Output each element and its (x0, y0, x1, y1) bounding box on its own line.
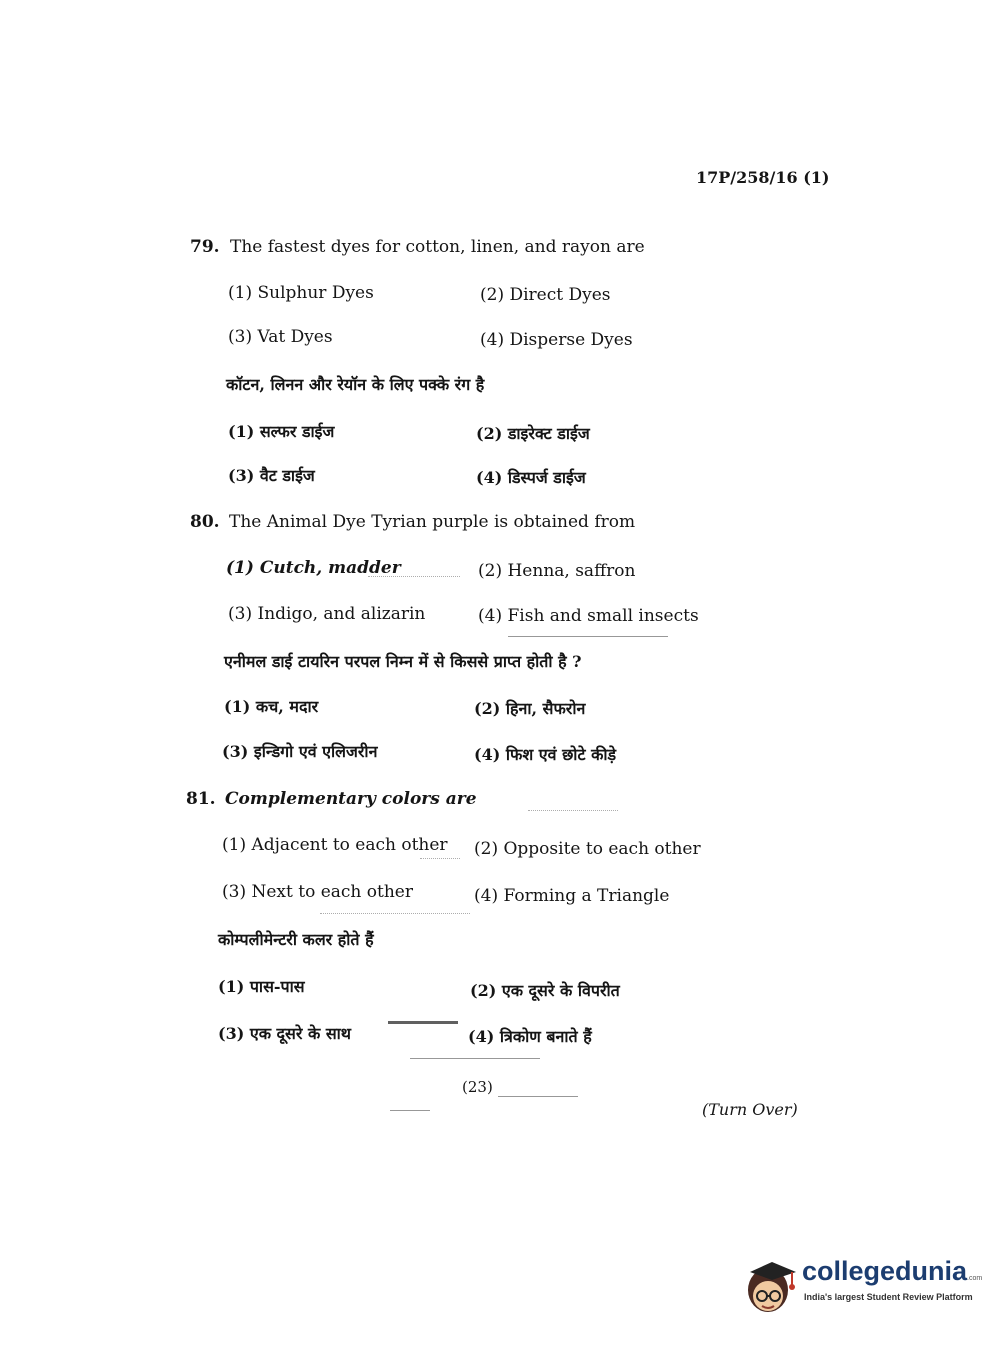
question-81-text: Complementary colors are (225, 789, 477, 809)
scan-noise (320, 913, 470, 915)
brand-suffix: .com (967, 1275, 983, 1282)
question-81-option-3-hindi: (3) एक दूसरे के साथ (218, 1024, 352, 1043)
question-80-text-hindi: एनीमल डाई टायरिन परपल निम्न में से किससे प्राप्त होती है ? (224, 652, 582, 671)
brand-tagline: India's largest Student Review Platform (804, 1292, 973, 1302)
question-80-option-2-hindi: (2) हिना, सैफरोन (474, 699, 586, 718)
question-79-text-hindi: कॉटन, लिनन और रेयॉन के लिए पक्के रंग है (226, 375, 485, 394)
question-80-option-1: (1) Cutch, madder (226, 558, 401, 578)
collegedunia-watermark (742, 1250, 983, 1320)
scan-noise (420, 858, 460, 860)
question-80-option-1-hindi: (1) कच, मदार (224, 697, 319, 716)
scan-noise (390, 1110, 430, 1111)
question-79-option-2: (2) Direct Dyes (480, 285, 611, 305)
question-79-option-1-hindi: (1) सल्फर डाईज (228, 422, 335, 441)
scan-noise (388, 1021, 458, 1024)
question-80-option-3-hindi: (3) इन्डिगो एवं एलिजरीन (222, 742, 378, 761)
page-number: (23) (462, 1078, 493, 1096)
question-80-option-4-hindi: (4) फिश एवं छोटे कीड़े (474, 745, 617, 764)
brand-name: collegedunia.com (802, 1256, 983, 1286)
question-81-option-1: (1) Adjacent to each other (222, 835, 448, 855)
scan-noise (368, 576, 460, 578)
question-81-option-3: (3) Next to each other (222, 882, 413, 902)
scan-noise (508, 636, 668, 637)
question-79-option-1: (1) Sulphur Dyes (228, 283, 374, 303)
question-81-text-hindi: कोम्पलीमेन्टरी कलर होते हैं (218, 930, 374, 949)
question-79-text: The fastest dyes for cotton, linen, and rayon are (230, 237, 645, 257)
question-79-option-3: (3) Vat Dyes (228, 327, 333, 347)
question-79-option-4: (4) Disperse Dyes (480, 330, 633, 350)
question-80-text: The Animal Dye Tyrian purple is obtained from (229, 512, 636, 532)
question-80-option-4: (4) Fish and small insects (478, 606, 699, 626)
question-81-number: 81. (186, 789, 216, 809)
scan-noise (410, 1058, 540, 1059)
question-79-number: 79. (190, 237, 220, 257)
scan-noise (498, 1096, 578, 1097)
question-79-option-3-hindi: (3) वैट डाईज (228, 466, 315, 485)
paper-code: 17P/258/16 (1) (696, 168, 830, 187)
question-81-option-4: (4) Forming a Triangle (474, 886, 670, 906)
question-79-option-2-hindi: (2) डाइरेक्ट डाईज (476, 424, 590, 443)
question-80-number: 80. (190, 512, 220, 532)
graduate-mascot-icon (742, 1250, 800, 1320)
question-80-option-3: (3) Indigo, and alizarin (228, 604, 426, 624)
question-80-option-2: (2) Henna, saffron (478, 561, 636, 581)
question-81-option-1-hindi: (1) पास-पास (218, 977, 305, 996)
question-79-option-4-hindi: (4) डिस्पर्ज डाईज (476, 468, 586, 487)
question-81-option-2-hindi: (2) एक दूसरे के विपरीत (470, 981, 620, 1000)
question-81-option-4-hindi: (4) त्रिकोण बनाते हैं (468, 1027, 592, 1046)
turn-over-note: (Turn Over) (702, 1100, 798, 1119)
scan-noise (528, 810, 618, 812)
question-81-option-2: (2) Opposite to each other (474, 839, 701, 859)
